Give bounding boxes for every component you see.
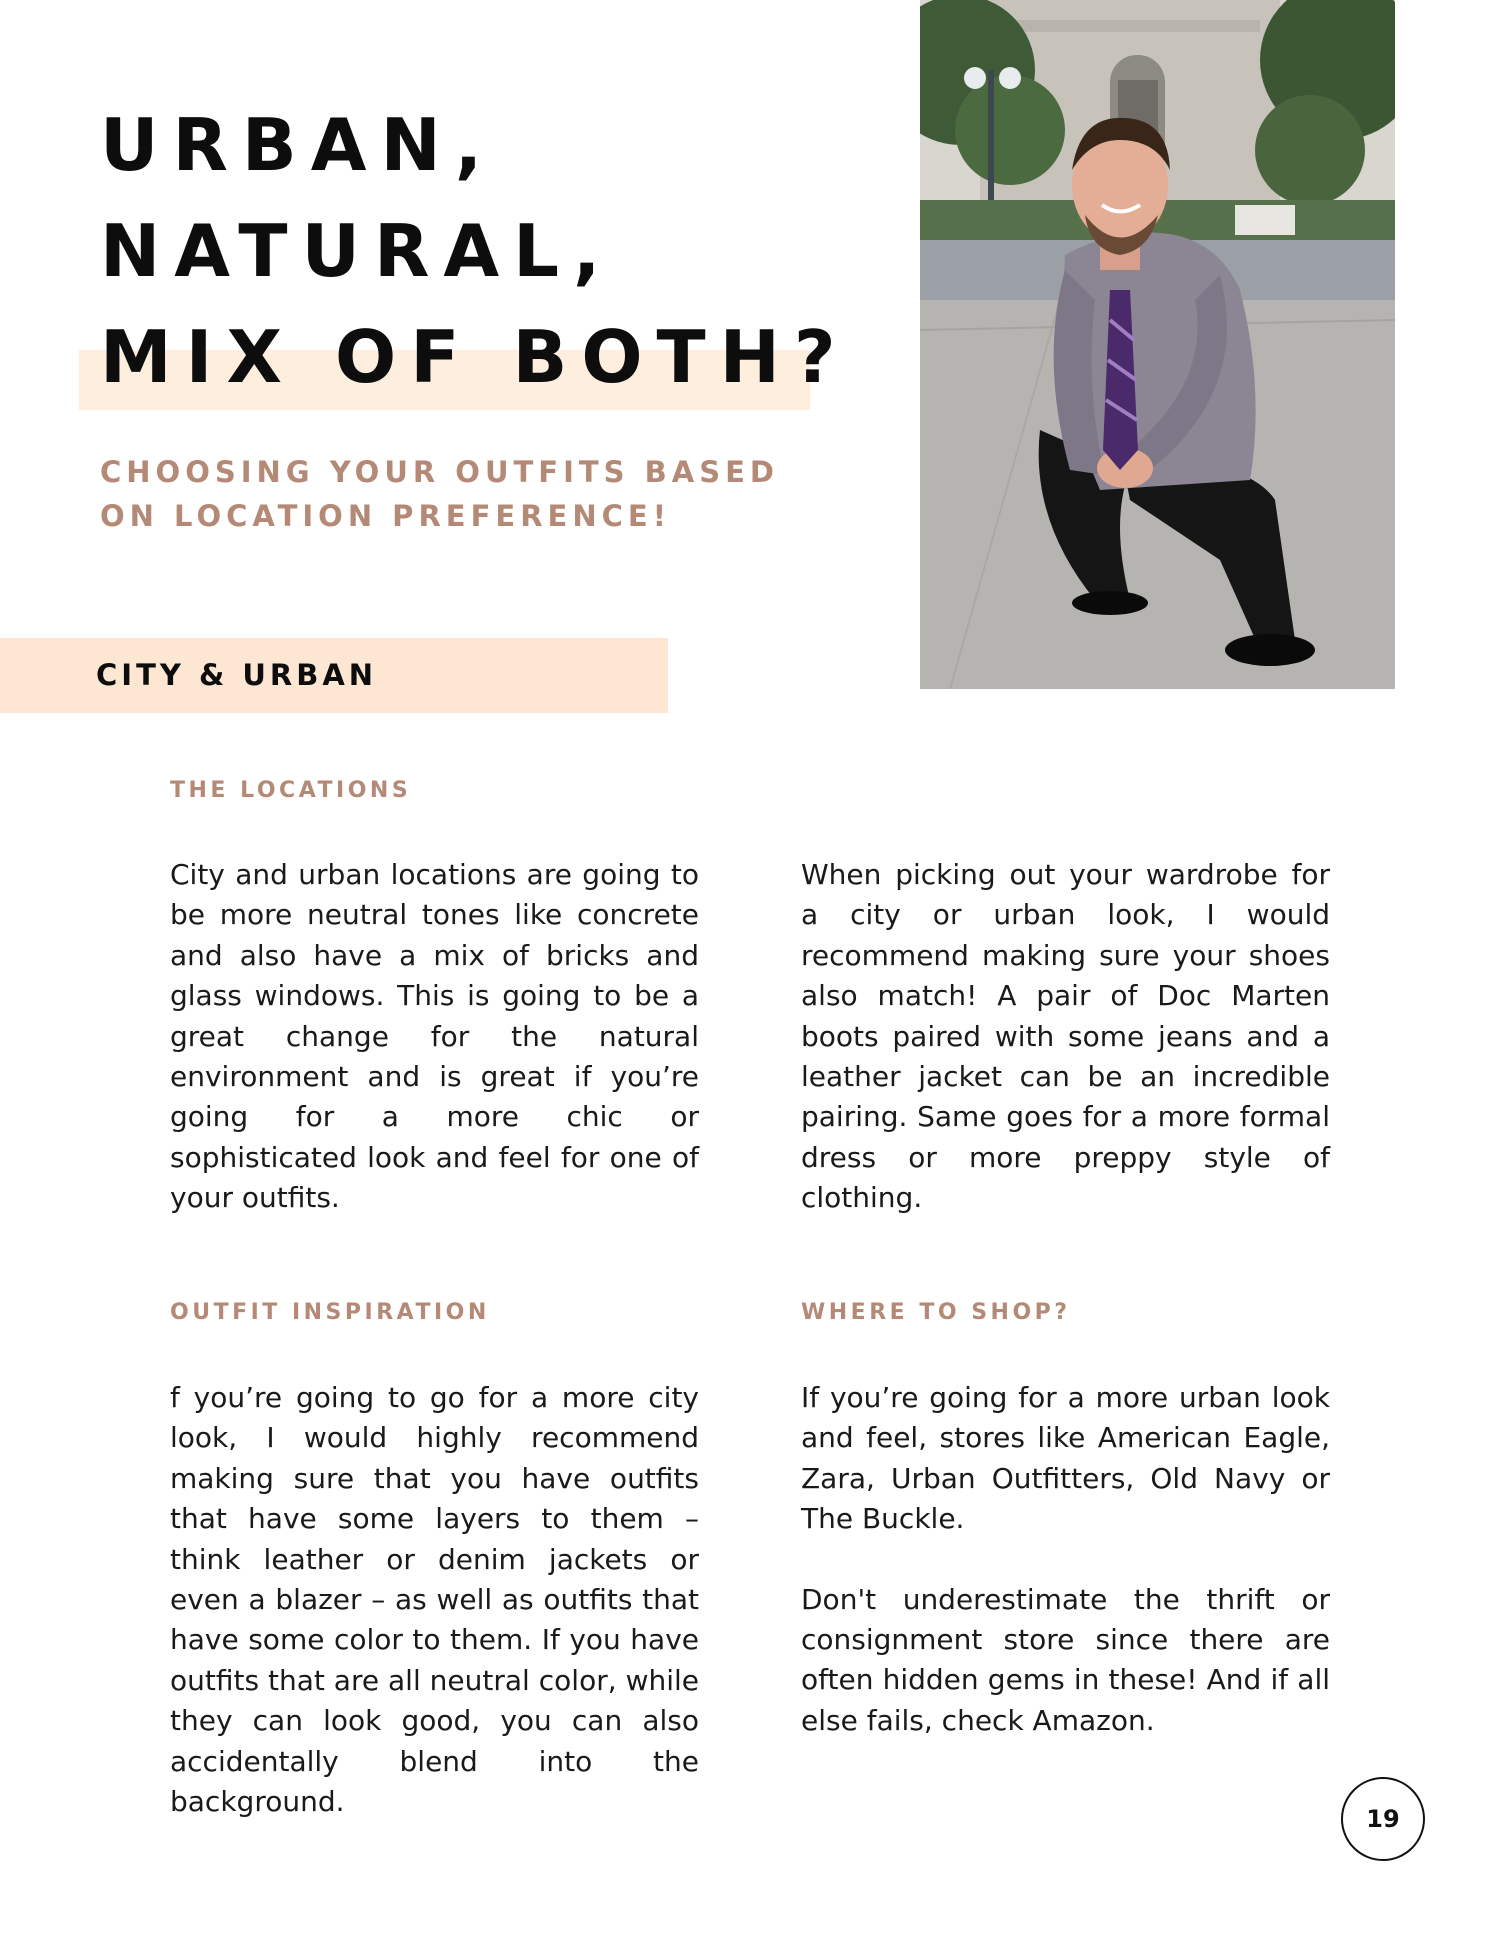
page-number: 19: [1341, 1777, 1425, 1861]
page-title: URBAN, NATURAL, MIX OF BOTH?: [100, 103, 850, 399]
outfit-inspiration-paragraph: f you’re going to go for a more city look, I would highly recommend making sure that you have outfits that have some layers to them – think leather or denim jackets or even a blazer – as well as outfits that have some color to them. If you have outfits that are all neutral color, while they can look good, you can also accidentally blend into the background.: [170, 1381, 699, 1819]
where-to-shop-paragraph-1: If you’re going for a more urban look and feel, stores like American Eagle, Zara, Urban Outfitters, Old Navy or The Buckle.: [801, 1381, 1330, 1536]
where-to-shop-paragraph-2: Don't underestimate the thrift or consignment store since there are often hidden gems in these! And if all else fails, check Amazon.: [801, 1582, 1330, 1737]
locations-heading: THE LOCATIONS: [170, 778, 412, 803]
outfit-inspiration-heading: OUTFIT INSPIRATION: [170, 1300, 490, 1325]
where-to-shop-text: [801, 1378, 1330, 1781]
portrait-photo: [920, 0, 1395, 689]
portrait-photo-illustration: [920, 0, 1395, 689]
section-title: CITY & URBAN: [96, 658, 378, 692]
locations-left-paragraph: City and urban locations are going to be more neutral tones like concrete and also have a mix of bricks and glass windows. This is going to be a great change for the natural environment and is great if you’re going for a more chic or sophisticated look and feel for one of your outfits.: [170, 858, 699, 1215]
locations-right-paragraph: When picking out your wardrobe for a city or urban look, I would recommend making sure your shoes also match! A pair of Doc Marten boots paired with some jeans and a leather jacket can be an incredible pairing. Same goes for a more formal dress or more preppy style of clothing.: [801, 858, 1330, 1215]
where-to-shop-heading: WHERE TO SHOP?: [801, 1300, 1071, 1325]
page-subtitle: CHOOSING YOUR OUTFITS BASED ON LOCATION PREFERENCE!: [100, 455, 779, 533]
